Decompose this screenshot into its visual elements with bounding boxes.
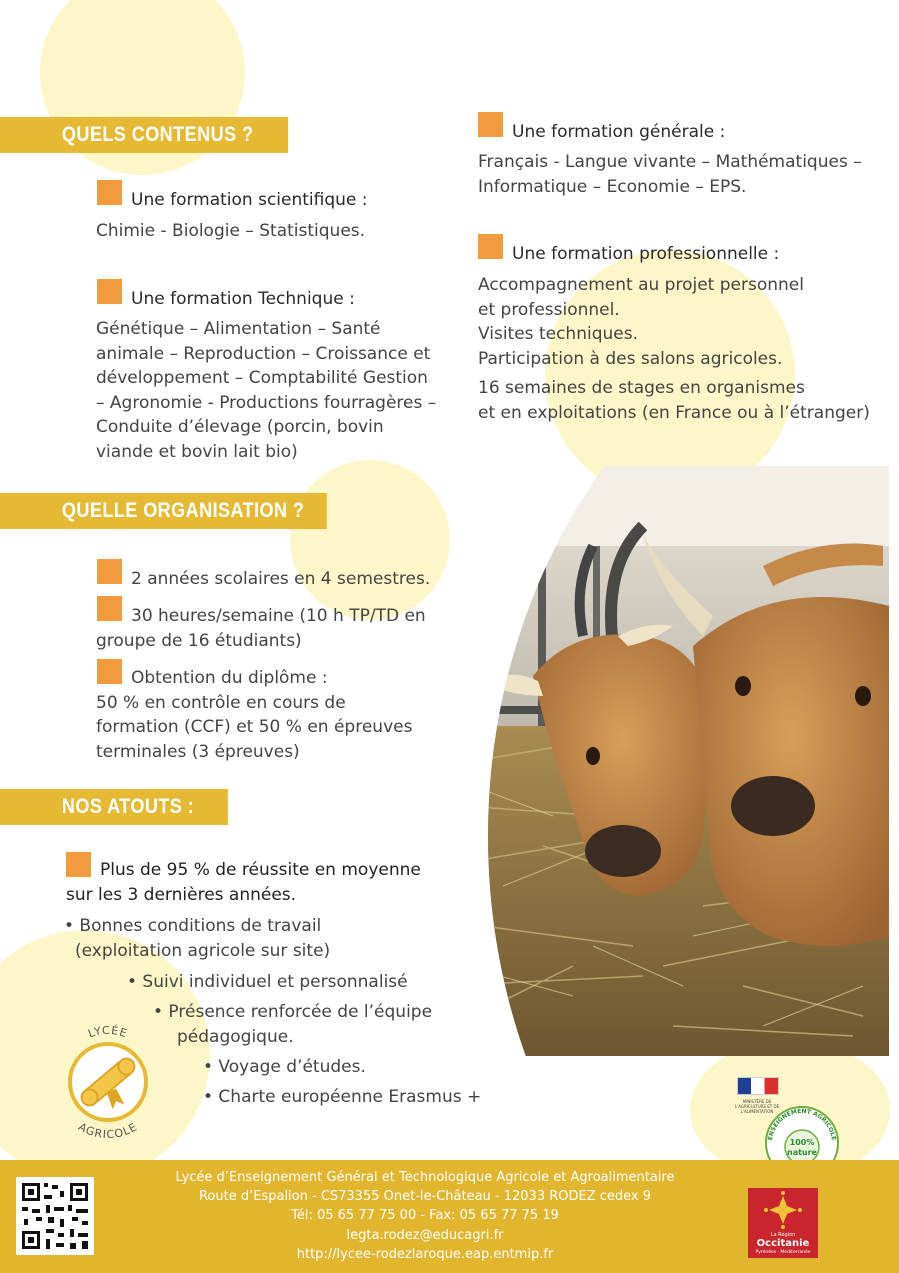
logo-text-top: LYCÉE: [86, 1023, 130, 1041]
heading-generale: Une formation générale :: [512, 122, 726, 142]
atout-bullet-3: [153, 1000, 432, 1049]
line: Chimie - Biologie – Statistiques.: [96, 221, 366, 241]
atout-bullet-2: • Suivi individuel et personnalisé: [127, 972, 408, 992]
line: • Bonnes conditions de travail: [64, 916, 322, 936]
text-technique: [96, 317, 436, 464]
cows-photo-art: [443, 466, 889, 1056]
bullet-square: [97, 559, 122, 584]
qr-code-icon[interactable]: [16, 1177, 94, 1255]
section-title-organisation: QUELLE ORGANISATION ?: [0, 493, 327, 529]
line: développement – Comptabilité Gestion: [96, 368, 428, 388]
line: 30 heures/semaine (10 h TP/TD en: [131, 606, 426, 626]
line: pédagogique.: [177, 1026, 294, 1047]
line: • Présence renforcée de l’équipe: [153, 1002, 433, 1022]
heading-professionnelle: Une formation professionnelle :: [512, 244, 780, 264]
line: viande et bovin lait bio): [96, 441, 298, 462]
logo-text-bottom: AGRICOLE: [76, 1120, 140, 1142]
atout-bullet-1: [64, 914, 330, 963]
text-organisation-2: [96, 604, 426, 653]
line: Français - Langue vivante – Mathématiques –: [478, 152, 862, 172]
line: – Agronomie - Productions fourragères –: [96, 392, 437, 413]
region-sub: Pyrénées · Méditerranée: [755, 1250, 811, 1255]
region-small: La Région: [770, 1232, 796, 1238]
line: Informatique – Economie – EPS.: [478, 176, 747, 197]
line: 2 années scolaires en 4 semestres.: [131, 569, 431, 589]
section-title-contenus: QUELS CONTENUS ?: [0, 117, 288, 153]
line: et professionnel.: [478, 299, 620, 320]
text-professionnelle: [478, 273, 804, 371]
cows-photo: [443, 466, 889, 1056]
footer-line-address: Route d’Espalion - CS73355 Onet-le-Château - 12033 RODEZ cedex 9: [198, 1189, 652, 1204]
atout-bullet-4: • Voyage d’études.: [203, 1057, 366, 1077]
french-flag-icon: [737, 1077, 779, 1095]
line: et en exploitations (en France ou à l’étranger): [478, 402, 870, 423]
qr-code-art: [16, 1177, 94, 1255]
line: Génétique – Alimentation – Santé: [96, 319, 381, 339]
heading-scientifique: Une formation scientifique :: [131, 190, 368, 210]
text-organisation-1: [131, 567, 430, 592]
footer-line-website[interactable]: http://lycee-rodezlaroque.eap.entmip.fr: [296, 1247, 554, 1262]
line: Obtention du diplôme :: [131, 668, 328, 688]
atout-bullet-5: • Charte européenne Erasmus +: [203, 1087, 482, 1107]
heading-technique: Une formation Technique :: [131, 289, 355, 309]
footer-line-email[interactable]: legta.rodez@educagri.fr: [346, 1228, 504, 1243]
bullet-square: [97, 180, 122, 205]
footer-line-name: Lycée d’Enseignement Général et Technologique Agricole et Agroalimentaire: [175, 1170, 675, 1185]
line: Participation à des salons agricoles.: [478, 348, 783, 369]
bullet-square: [97, 279, 122, 304]
decor-blob-middle: [290, 460, 450, 620]
svg-text:AGRICOLE: [76, 1120, 140, 1141]
line: Conduite d’élevage (porcin, bovin: [96, 417, 384, 437]
bullet-square: [478, 112, 503, 137]
line: animale – Reproduction – Croissance et: [96, 343, 431, 364]
badge-percent: 100%: [789, 1138, 815, 1147]
line: groupe de 16 étudiants): [96, 630, 302, 651]
line: Visites techniques.: [478, 324, 638, 344]
line: Plus de 95 % de réussite en moyenne: [100, 860, 421, 880]
footer: [0, 1160, 899, 1273]
line: Accompagnement au projet personnel: [478, 275, 804, 295]
bullet-square: [478, 234, 503, 259]
cows-photo-clip: [443, 466, 889, 1056]
line: terminales (3 épreuves): [96, 741, 300, 762]
line: formation (CCF) et 50 % en épreuves: [96, 717, 413, 737]
lycee-agricole-logo-art: [40, 1010, 176, 1146]
occitanie-logo: [748, 1188, 818, 1258]
section-title-atouts: NOS ATOUTS :: [0, 789, 228, 825]
lycee-agricole-logo: [40, 1010, 176, 1146]
line: sur les 3 dernières années.: [66, 884, 297, 905]
badge-arc-text: ENSEIGNEMENT AGRICOLE: [767, 1107, 837, 1141]
badge-word: nature: [787, 1148, 817, 1157]
text-organisation-3: [96, 666, 412, 764]
ministry-text: MINISTÈRE DE L'AGRICULTURE ET DE L'ALIMENTATION: [734, 1099, 780, 1114]
line: 16 semaines de stages en organismes: [478, 378, 805, 398]
text-atouts-highlight: [66, 858, 421, 907]
text-generale: [478, 150, 862, 199]
text-stages: [478, 376, 870, 425]
text-scientifique: [96, 219, 365, 244]
region-name: Occitanie: [756, 1238, 810, 1249]
occitan-cross-icon: [748, 1188, 818, 1232]
line: (exploitation agricole sur site): [75, 940, 331, 961]
line: 50 % en contrôle en cours de: [96, 692, 346, 713]
svg-text:LYCÉE: [86, 1024, 129, 1041]
footer-line-phone: Tél: 05 65 77 75 00 - Fax: 05 65 77 75 19: [291, 1208, 559, 1223]
